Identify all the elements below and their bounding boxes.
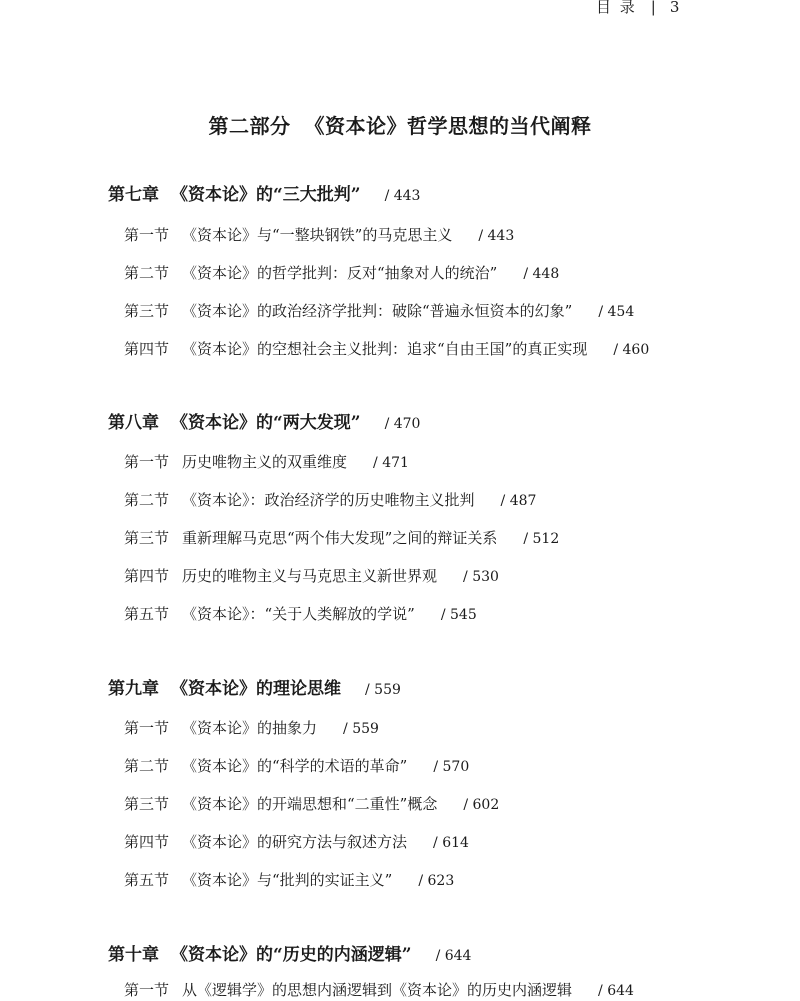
section-title: 《资本论》与“一整块钢铁”的马克思主义	[182, 226, 453, 244]
part-number: 第二部分	[208, 114, 291, 138]
section-page-ref: / 460	[613, 342, 650, 358]
section-number: 第一节	[124, 981, 170, 999]
section-number: 第一节	[124, 226, 170, 244]
section-number: 第五节	[124, 871, 170, 889]
section-page-ref: / 644	[598, 983, 634, 999]
chapter-title: 《资本论》的理论思维	[171, 679, 341, 699]
toc-section[interactable]	[124, 225, 514, 246]
section-number: 第一节	[124, 453, 170, 471]
section-number: 第四节	[124, 833, 170, 851]
section-title: 《资本论》的政治经济学批判：破除“普遍永恒资本的幻象”	[182, 302, 573, 320]
section-title: 《资本论》与“批判的实证主义”	[182, 871, 393, 889]
chapter-number: 第八章	[108, 413, 159, 433]
toc-section[interactable]	[124, 528, 559, 549]
section-number: 第五节	[124, 605, 170, 623]
toc-section[interactable]	[124, 566, 499, 587]
section-title: 《资本论》的空想社会主义批判：追求“自由王国”的真正实现	[182, 340, 588, 358]
section-number: 第三节	[124, 529, 170, 547]
chapter-page-ref: / 644	[435, 948, 472, 964]
section-title: 《资本论》的研究方法与叙述方法	[182, 833, 408, 851]
toc-section[interactable]	[124, 870, 454, 891]
toc-section[interactable]	[124, 452, 409, 473]
section-page-ref: / 559	[343, 721, 379, 737]
section-number: 第三节	[124, 795, 170, 813]
toc-section[interactable]	[124, 832, 469, 853]
toc-section[interactable]	[124, 301, 634, 322]
section-page-ref: / 602	[463, 797, 500, 813]
section-title: 《资本论》的抽象力	[182, 719, 318, 737]
toc-section[interactable]	[124, 339, 649, 360]
section-title: 《资本论》的哲学批判：反对“抽象对人的统治”	[182, 264, 498, 282]
section-number: 第一节	[124, 719, 170, 737]
section-number: 第二节	[124, 491, 170, 509]
section-page-ref: / 443	[478, 228, 515, 244]
chapter-title: 《资本论》的“三大批判”	[171, 185, 361, 205]
section-page-ref: / 570	[433, 759, 470, 775]
toc-chapter-10[interactable]	[108, 944, 471, 967]
chapter-title: 《资本论》的“历史的内涵逻辑”	[171, 945, 412, 965]
part-title	[0, 113, 800, 139]
section-number: 第二节	[124, 264, 170, 282]
toc-section[interactable]	[124, 604, 477, 625]
section-title: 《资本论》的开端思想和“二重性”概念	[182, 795, 438, 813]
toc-chapter-8[interactable]	[108, 412, 420, 435]
chapter-number: 第七章	[108, 185, 159, 205]
toc-section[interactable]	[124, 490, 536, 511]
chapter-number: 第十章	[108, 945, 159, 965]
section-number: 第四节	[124, 340, 170, 358]
chapter-page-ref: / 470	[384, 416, 421, 432]
section-page-ref: / 545	[440, 607, 477, 623]
section-page-ref: / 487	[500, 493, 537, 509]
running-header-page-number: 3	[669, 0, 682, 16]
toc-section[interactable]	[124, 794, 499, 815]
toc-section[interactable]	[124, 980, 634, 1001]
chapter-page-ref: / 559	[365, 682, 401, 698]
section-number: 第三节	[124, 302, 170, 320]
section-page-ref: / 448	[523, 266, 560, 282]
section-number: 第二节	[124, 757, 170, 775]
section-title: 从《逻辑学》的思想内涵逻辑到《资本论》的历史内涵逻辑	[182, 981, 573, 999]
section-title: 《资本论》：政治经济学的历史唯物主义批判	[182, 491, 475, 509]
section-title: 重新理解马克思“两个伟大发现”之间的辩证关系	[182, 529, 498, 547]
toc-section[interactable]	[124, 756, 469, 777]
section-page-ref: / 454	[598, 304, 635, 320]
chapter-page-ref: / 443	[384, 188, 421, 204]
chapter-title: 《资本论》的“两大发现”	[171, 413, 361, 433]
section-number: 第四节	[124, 567, 170, 585]
toc-chapter-9[interactable]	[108, 678, 401, 701]
part-title-text: 《资本论》哲学思想的当代阐释	[304, 114, 592, 138]
running-header	[596, 0, 681, 15]
section-title: 历史唯物主义的双重维度	[182, 453, 348, 471]
section-page-ref: / 614	[433, 835, 469, 851]
toc-section[interactable]	[124, 718, 379, 739]
section-page-ref: / 623	[418, 873, 455, 889]
section-title: 《资本论》：“关于人类解放的学说”	[182, 605, 415, 623]
section-title: 历史的唯物主义与马克思主义新世界观	[182, 567, 438, 585]
section-page-ref: / 471	[373, 455, 409, 471]
toc-section[interactable]	[124, 263, 559, 284]
section-title: 《资本论》的“科学的术语的革命”	[182, 757, 408, 775]
section-page-ref: / 512	[523, 531, 560, 547]
chapter-number: 第九章	[108, 679, 159, 699]
toc-chapter-7[interactable]	[108, 184, 420, 207]
running-header-section: 目 录	[596, 0, 637, 16]
section-page-ref: / 530	[463, 569, 499, 585]
running-header-separator: |	[650, 0, 656, 16]
